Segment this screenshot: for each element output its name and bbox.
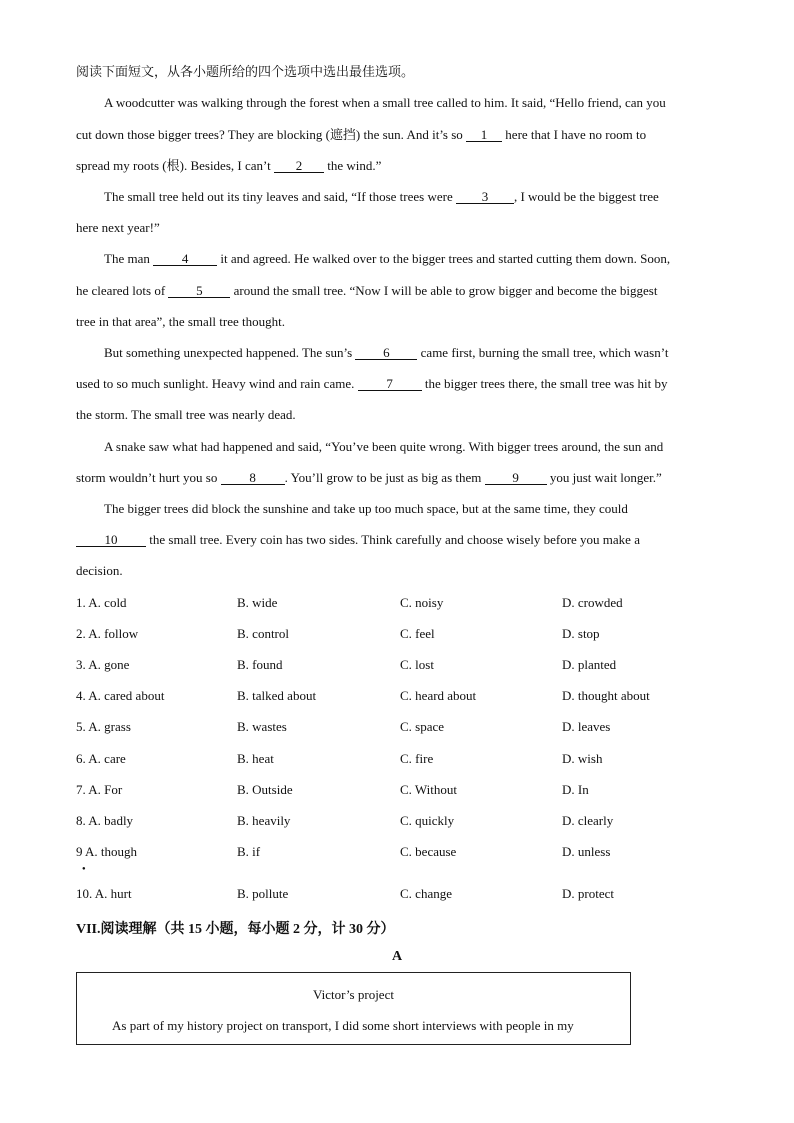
option-a: 5. A. grass — [76, 719, 131, 734]
option-d: D. protect — [562, 886, 614, 901]
option-b: B. Outside — [237, 782, 293, 797]
option-c: C. quickly — [400, 813, 455, 828]
option-d: D. wish — [562, 751, 603, 766]
option-a: 8. A. badly — [76, 813, 134, 828]
passage-line: 10 the small tree. Every coin has two sides. Think carefully and choose wisely before you make a — [76, 532, 640, 548]
option-c: C. change — [400, 886, 452, 901]
blank-1: 1 — [466, 128, 502, 142]
option-b: B. if — [237, 844, 261, 859]
option-c: C. noisy — [400, 595, 444, 610]
option-b: B. wastes — [237, 719, 287, 734]
option-c: C. heard about — [400, 688, 477, 703]
passage-line: used to so much sunlight. Heavy wind and rain came. 7 the bigger trees there, the small tree was hit by — [76, 376, 668, 391]
option-d: D. unless — [562, 844, 611, 859]
blank-3: 3 — [456, 190, 514, 204]
box-text: As part of my history project on transport, I did some short interviews with people in my — [112, 1018, 574, 1033]
option-c: C. feel — [400, 626, 435, 641]
passage-line: decision. — [76, 563, 123, 578]
option-b: B. talked about — [237, 688, 317, 703]
blank-8: 8 — [221, 471, 285, 485]
option-a: 6. A. care — [76, 751, 126, 766]
passage-line: A snake saw what had happened and said, “You’ve been quite wrong. With bigger trees around, the sun and — [104, 439, 664, 454]
option-b: B. heavily — [237, 813, 291, 828]
blank-6: 6 — [355, 346, 417, 360]
passage-line: cut down those bigger trees? They are blocking (遮挡) the sun. And it’s so 1 here that I have no room to — [76, 127, 647, 142]
option-d: D. thought about — [562, 688, 650, 703]
option-a: 10. A. hurt — [76, 886, 132, 901]
option-c: C. lost — [400, 657, 434, 672]
option-d: D. planted — [562, 657, 617, 672]
option-b: B. pollute — [237, 886, 289, 901]
option-a: 9 A. though — [76, 844, 138, 859]
passage-line: But something unexpected happened. The sun’s 6 came first, burning the small tree, which wasn’t — [104, 345, 669, 360]
option-a: 2. A. follow — [76, 626, 139, 641]
blank-2: 2 — [274, 159, 324, 173]
option-b: B. wide — [237, 595, 278, 610]
passage-line: spread my roots (根). Besides, I can’t 2 the wind.” — [76, 158, 382, 173]
passage-line: The small tree held out its tiny leaves and said, “If those trees were 3 , I would be the biggest tree — [104, 189, 659, 204]
blank-5: 5 — [168, 284, 230, 298]
option-c: C. because — [400, 844, 457, 859]
option-d: D. stop — [562, 626, 600, 641]
part-label: A — [391, 949, 403, 964]
option-c: C. fire — [400, 751, 434, 766]
option-c: C. Without — [400, 782, 458, 797]
option-a: 1. A. cold — [76, 595, 127, 610]
section-title: VII.阅读理解（共 15 小题，每小题 2 分，计 30 分） — [76, 922, 395, 937]
passage-line: The bigger trees did block the sunshine and take up too much space, but at the same time, they could — [104, 501, 628, 516]
blank-7: 7 — [358, 377, 422, 391]
option-b: B. control — [237, 626, 289, 641]
passage-line: storm wouldn’t hurt you so 8 . You’ll grow to be just as big as them 9 you just wait longer.” — [76, 470, 662, 485]
stray-dot: ● — [82, 866, 86, 872]
passage-line: he cleared lots of 5 around the small tree. “Now I will be able to grow bigger and become the biggest — [76, 283, 658, 298]
box-title: Victor’s project — [313, 987, 394, 1002]
passage-line: The man 4 it and agreed. He walked over to the bigger trees and started cutting them down. Soon, — [104, 251, 671, 266]
text-box — [76, 972, 631, 1045]
blank-9: 9 — [485, 471, 547, 485]
option-a: 7. A. For — [76, 782, 123, 797]
option-d: D. In — [562, 782, 589, 797]
option-b: B. found — [237, 657, 283, 672]
blank-10: 10 — [76, 533, 146, 547]
instruction-text: 阅读下面短文，从各小题所给的四个选项中选出最佳选项。 — [76, 64, 415, 79]
option-b: B. heat — [237, 751, 274, 766]
option-c: C. space — [400, 719, 445, 734]
passage-line: A woodcutter was walking through the forest when a small tree called to him. It said, “Hello friend, can you — [104, 95, 666, 110]
blank-4: 4 — [153, 252, 217, 266]
option-a: 3. A. gone — [76, 657, 130, 672]
option-d: D. clearly — [562, 813, 614, 828]
passage-line: here next year!” — [76, 220, 160, 235]
option-a: 4. A. cared about — [76, 688, 165, 703]
passage-line: the storm. The small tree was nearly dead. — [76, 407, 296, 422]
option-d: D. crowded — [562, 595, 623, 610]
option-d: D. leaves — [562, 719, 611, 734]
passage-line: tree in that area”, the small tree thought. — [76, 314, 285, 329]
